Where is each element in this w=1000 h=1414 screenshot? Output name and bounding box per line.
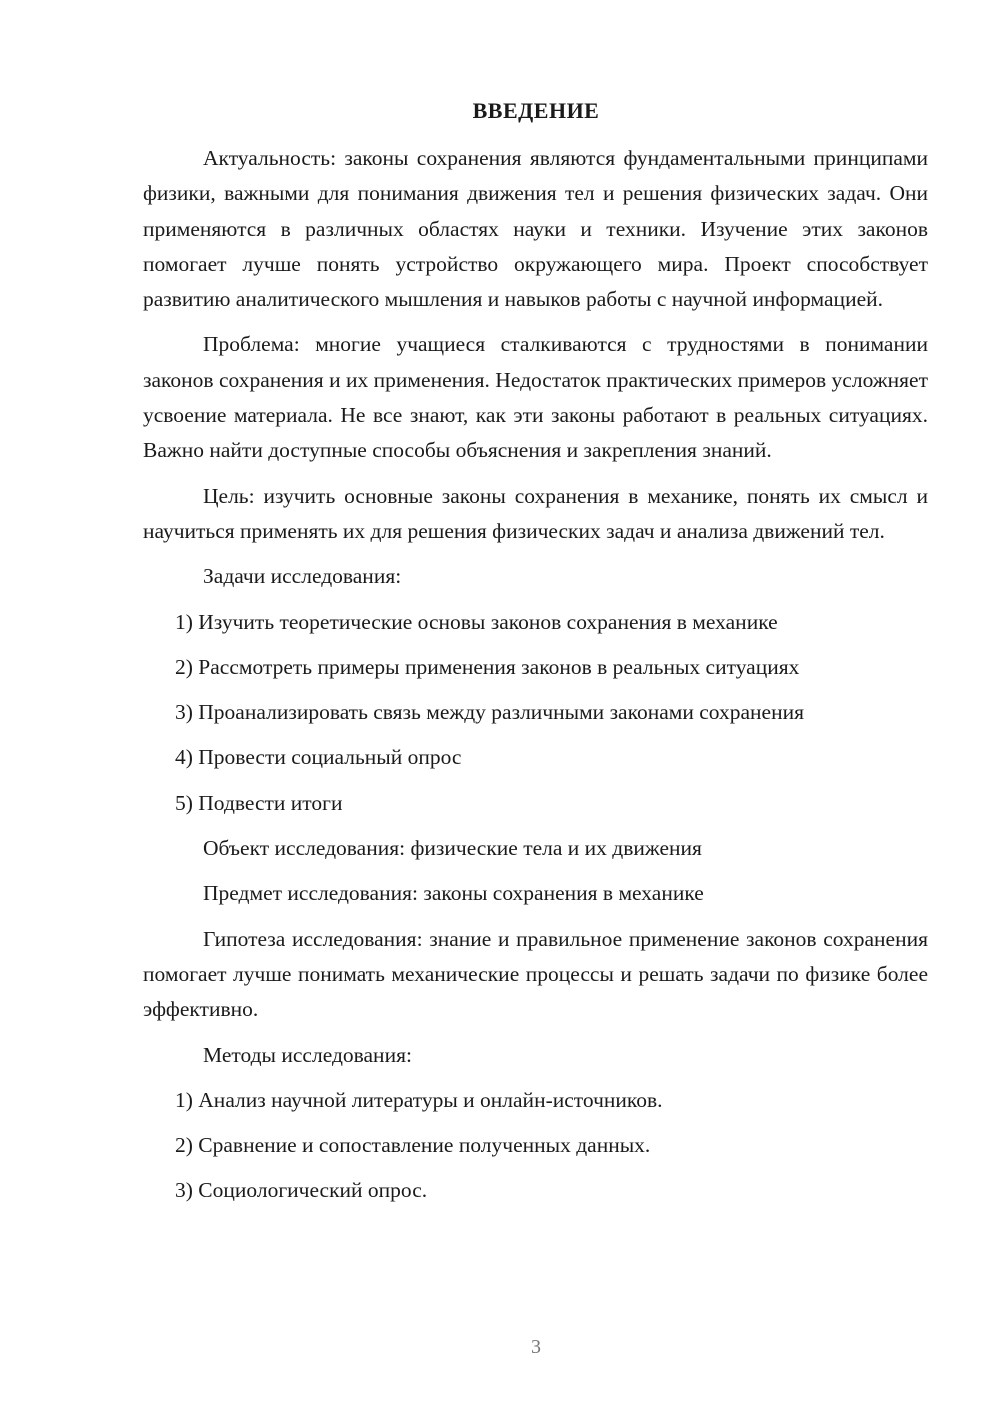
task-item-1: 1) Изучить теоретические основы законов сохранения в механике [175,609,778,634]
task-item-3: 3) Проанализировать связь между различными законами сохранения [175,700,804,725]
task-item-2: 2) Рассмотреть примеры применения законов в реальных ситуациях [175,654,800,679]
page-title: ВВЕДЕНИЕ [472,98,600,123]
problem-paragraph: Проблема: многие учащиеся сталкиваются с трудностями в понимании законов сохранения и их применения. Недостаток практических примеров усложняет усвоение материала. Не все знают, как эти законы работают в реальных ситуациях. Важно найти доступные способы объяснения и закрепления знаний. [143,332,928,463]
subject-paragraph: Предмет исследования: законы сохранения в механике [203,881,704,906]
task-item-5: 5) Подвести итоги [175,790,343,815]
page-number: 3 [531,1336,541,1358]
tasks-heading: Задачи исследования: [203,564,402,589]
object-paragraph: Объект исследования: физические тела и их движения [203,836,702,861]
method-item-1: 1) Анализ научной литературы и онлайн-источников. [175,1087,663,1112]
relevance-paragraph: Актуальность: законы сохранения являются фундаментальными принципами физики, важными для понимания движения тел и решения физических задач. Они применяются в различных областях науки и техники. Изучение этих законов помогает лучше понять устройство окружающего мира. Проект способствует развитию аналитического мышления и навыков работы с научной информацией. [143,146,928,312]
method-item-3: 3) Социологический опрос. [175,1178,428,1203]
methods-heading: Методы исследования: [203,1042,412,1067]
goal-paragraph: Цель: изучить основные законы сохранения в механике, понять их смысл и научиться применять их для решения физических задач и анализа движений тел. [143,483,928,543]
page-content [143,141,928,1219]
task-item-4: 4) Провести социальный опрос [175,745,462,770]
method-item-2: 2) Сравнение и сопоставление полученных данных. [175,1133,651,1158]
hypothesis-paragraph: Гипотеза исследования: знание и правильное применение законов сохранения помогает лучше понимать механические процессы и решать задачи по физике более эффективно. [143,926,928,1022]
